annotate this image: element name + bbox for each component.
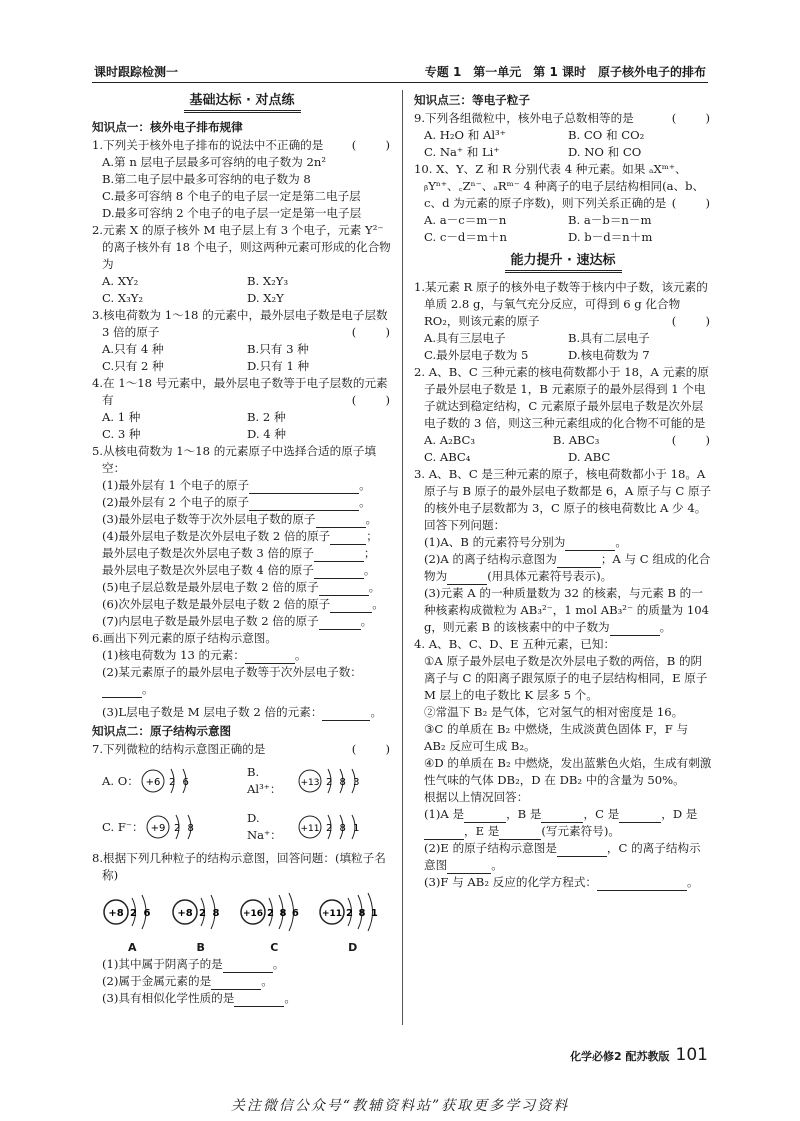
q8-d-electrons: 2 8 1: [345, 908, 378, 919]
question-7: 7.下列微粒的结构示意图正确的是 ( ): [92, 742, 392, 756]
q6-sub-2: (2)某元素原子的最外层电子数等于次外层电子数：: [102, 665, 362, 679]
knowledge-point-1: 知识点一：核外电子排布规律: [92, 120, 243, 134]
p4-info-4: ④D 的单质在 B₂ 中燃烧，发出蓝紫色火焰，生成有刺激性气味的气体 DB₂，D 在 DB₂ 中的含量为 50%。: [424, 756, 712, 787]
knowledge-point-3: 知识点三：等电子粒子: [414, 93, 530, 107]
question-6: 6.画出下列元素的原子结构示意图。: [92, 631, 277, 645]
page-footer: [570, 1047, 708, 1065]
p3-sub-3: (3)元素 A 的一种质量数为 32 的核素，与元素 B 的一种核素构成微粒为 AB₃²⁻，1 mol AB₃²⁻ 的质量为 104 g，则元素 B 的该核素中的中子数为 。: [424, 586, 709, 634]
q6-sub-3: (3)L层电子数是 M 层电子数 2 倍的元素： 。: [102, 705, 383, 719]
bottom-note: 关注微信公众号“教辅资料站”获取更多学习资料: [230, 1098, 570, 1114]
q8-b-nucleus: +8: [177, 908, 193, 919]
column-divider: [402, 90, 403, 1025]
p4-info-3: ③C 的单质在 B₂ 中燃烧，生成淡黄色固体 F，F 与 AB₂ 反应可生成 B₂。: [424, 722, 689, 753]
q4-options-row-2: C. 3 种 D. 4 种: [102, 427, 286, 441]
q5-sub-4c: 最外层电子数是次外层电子数 4 倍的原子 。: [102, 563, 376, 577]
section-banner-advanced: 能力提升 · 速达标: [414, 252, 712, 273]
p2-options-row-2: C. ABC₄ D. ABC: [424, 450, 611, 464]
q8-a-electrons: 2 6: [130, 908, 151, 919]
q2-options-row-2: C. X₃Y₂ D. X₂Y: [102, 291, 284, 305]
q5-sub-3: (3)最外层电子数等于次外层电子数的原子 。: [102, 512, 378, 526]
question-9: 9.下列各组微粒中，核外电子总数相等的是 ( ): [414, 111, 712, 125]
q5-sub-6: (6)次外层电子数是最外层电子数 2 倍的原子 。: [102, 597, 384, 611]
header-left: 课时跟踪检测一: [94, 65, 179, 79]
question-4: 4.在 1～18 号元素中，最外层电子数等于电子层数的元素有 ( ): [92, 376, 392, 407]
q9-options-row-2: C. Na⁺ 和 Li⁺ D. NO 和 CO: [424, 145, 642, 159]
header-right: 专题 1 第一单元 第 1 课时 原子核外电子的排布: [424, 65, 706, 79]
question-2: 2.元素 X 的原子核外 M 电子层上有 3 个电子，元素 Y²⁻的离子核外有 18 个电子，则这两种元素可形成的化合物为: [92, 223, 391, 271]
q8-atom-d-label: D: [348, 941, 358, 954]
problem-4: 4. A、B、C、D、E 五种元素，已知：: [414, 637, 616, 651]
p1-options-row-2: C.最外层电子数为 5 D.核电荷数为 7: [424, 348, 650, 362]
q7-b-electrons: 2 8 3: [325, 777, 359, 788]
q5-sub-1: (1)最外层有 1 个电子的原子 。: [102, 478, 371, 492]
p4-info-2: ②常温下 B₂ 是气体，它对氢气的相对密度是 16。: [424, 705, 684, 719]
q7-d-nucleus: +11: [300, 824, 320, 834]
p4-sub-1: (1)A 是 ，B 是 ，C 是 ，D 是，E 是 (写元素符号)。: [424, 807, 698, 838]
q7-a-nucleus: +6: [145, 777, 161, 788]
q3-options-row-1: A.只有 4 种 B.只有 3 种: [102, 342, 309, 356]
question-8: 8.根据下列几种粒子的结构示意图，回答问题：(填粒子名称): [92, 851, 386, 882]
q7-b-diagram: [296, 761, 392, 801]
q7-options-row-1: A. O： +6 2 6 B. Al³⁺： +13 2 8 3: [92, 758, 392, 804]
problem-2: 2. A、B、C 三种元素的核电荷数都小于 18，A 元素的原子最外层电子数是 1，B 元素原子的最外层得到 1 个电子就达到稳定结构，C 元素原子最外层电子数是次外层电子数的 3 倍，则这三种元素组成的化合物不可能的是 ( ): [414, 365, 712, 447]
q7-d-electrons: 2 8 1: [326, 823, 360, 834]
q6-sub-1: (1)核电荷数为 13 的元素： 。: [102, 648, 307, 662]
q9-options-row-1: A. H₂O 和 Al³⁺ B. CO 和 CO₂: [424, 128, 645, 142]
page-header: [92, 62, 708, 83]
p3-sub-2: (2)A 的离子结构示意图为 ；A 与 C 组成的化合物为 (用具体元素符号表示)。: [424, 552, 711, 583]
q6-sub-2-answer: 。: [92, 681, 392, 698]
p3-sub-1: (1)A、B 的元素符号分别为 。: [424, 535, 627, 549]
q1-option-b: B.第二电子层中最多可容纳的电子数为 8: [102, 172, 311, 186]
q10-options-row-1: A. a－c＝m－n B. a－b＝n－m: [424, 213, 652, 227]
left-column: [92, 90, 392, 1007]
right-column: [414, 90, 712, 891]
q7-a-electrons: 2 6: [168, 777, 189, 788]
p4-info-1: ①A 原子最外层电子数是次外层电子数的两倍，B 的阴离子与 C 的阳离子跟氖原子的电子层结构相同，E 原子 M 层上的电子数比 K 层多 5 个。: [424, 654, 708, 702]
q4-options-row-1: A. 1 种 B. 2 种: [102, 410, 286, 424]
q8-atom-a-label: A: [127, 941, 137, 954]
p4-sub-3: (3)F 与 AB₂ 反应的化学方程式： 。: [424, 875, 699, 889]
q7-d-diagram: [296, 807, 392, 847]
knowledge-point-2: 知识点二：原子结构示意图: [92, 724, 232, 738]
q8-sub-2: (2)属于金属元素的是 。: [102, 974, 273, 988]
q1-option-d: D.最多可容纳 2 个电子的电子层一定是第一电子层: [102, 206, 362, 220]
q8-sub-3: (3)具有相似化学性质的是 。: [102, 991, 296, 1005]
q8-d-nucleus: +11: [321, 909, 342, 919]
q8-atom-b-label: B: [196, 941, 205, 954]
p1-options-row-1: A.具有三层电子 B.具有二层电子: [424, 331, 650, 345]
section-banner-basic: 基础达标 · 对点练: [92, 92, 392, 113]
question-5: 5.从核电荷数为 1～18 的元素原子中选择合适的原子填空：: [92, 444, 377, 475]
problem-1: 1.某元素 R 原子的核外电子数等于核内中子数，该元素的单质 2.8 g，与氧气充分反应，可得到 6 g 化合物 RO₂，则该元素的原子 ( ): [414, 280, 712, 328]
q5-sub-7: (7)内层电子数是最外层电子数 2 倍的原子 。: [102, 614, 373, 628]
q7-options-row-2: C. F⁻： +9 2 8 D. Na⁺： +11 2 8 1: [92, 804, 392, 850]
q1-option-c: C.最多可容纳 8 个电子的电子层一定是第二电子层: [102, 189, 361, 203]
q8-atom-c-label: C: [270, 941, 279, 954]
q5-sub-4b: 最外层电子数是次外层电子数 3 倍的原子 ；: [102, 546, 376, 560]
question-1: 1.下列关于核外电子排布的说法中不正确的是 ( ): [92, 138, 392, 152]
q7-a-diagram: [139, 761, 229, 801]
q1-option-a: A.第 n 层电子层最多可容纳的电子数为 2n²: [102, 155, 326, 169]
q8-c-electrons: 2 8 6: [267, 908, 300, 919]
q10-options-row-2: C. c－d＝m＋n D. b－d＝n＋m: [424, 230, 653, 244]
q7-b-nucleus: +13: [300, 778, 320, 788]
p4-info-5: 根据以上情况回答：: [424, 790, 529, 804]
q8-atom-diagrams: [92, 884, 392, 956]
q8-b-electrons: 2 8: [198, 908, 220, 919]
question-3: 3.核电荷数为 1～18 的元素中，最外层电子数是电子层数 3 倍的原子 ( ): [92, 308, 392, 339]
q8-c-nucleus: +16: [243, 909, 264, 919]
problem-3: 3. A、B、C 是三种元素的原子，核电荷数都小于 18。A 原子与 B 原子的最外层电子数都是 6，A 原子与 C 原子的核外电子层数都为 3，C 原子的核电荷数比 A 少 4。回答下列问题：: [414, 467, 712, 532]
question-10: 10. X、Y、Z 和 R 分别代表 4 种元素。如果 ₐXᵐ⁺、ᵦYⁿ⁺、꜀Zⁿ⁻、ₐRᵐ⁻ 4 种离子的电子层结构相同(a、b、c、d 为元素的原子序数)，则下列关系正确的是 ( ): [414, 162, 712, 210]
q8-atom-d: [318, 890, 388, 956]
book-title: 化学必修2 配苏教版: [570, 1050, 670, 1063]
q8-sub-1: (1)其中属于阴离子的是 。: [102, 957, 285, 971]
q7-c-electrons: 2 8: [173, 823, 194, 834]
q2-options-row-1: A. XY₂ B. X₂Y₃: [102, 274, 289, 288]
page-number: 101: [675, 1045, 708, 1065]
q8-atom-b: [171, 890, 231, 956]
q7-c-nucleus: +9: [150, 823, 165, 834]
q5-sub-2: (2)最外层有 2 个电子的原子 。: [102, 495, 371, 509]
q8-atom-a: [102, 890, 162, 956]
p2-options-row-1: A. A₂BC₃ B. ABC₃: [424, 433, 600, 447]
q5-sub-4: (4)最外层电子数是次外层电子数 2 倍的原子 ；: [102, 529, 378, 543]
p4-sub-2: (2)E 的原子结构示意图是 ，C 的离子结构示意图 。: [424, 841, 701, 872]
q7-c-diagram: [144, 807, 234, 847]
q8-a-nucleus: +8: [108, 908, 124, 919]
q3-options-row-2: C.只有 2 种 D.只有 1 种: [102, 359, 310, 373]
q5-sub-5: (5)电子层总数是最外层电子数 2 倍的原子 。: [102, 580, 381, 594]
q8-atom-c: [239, 890, 309, 956]
